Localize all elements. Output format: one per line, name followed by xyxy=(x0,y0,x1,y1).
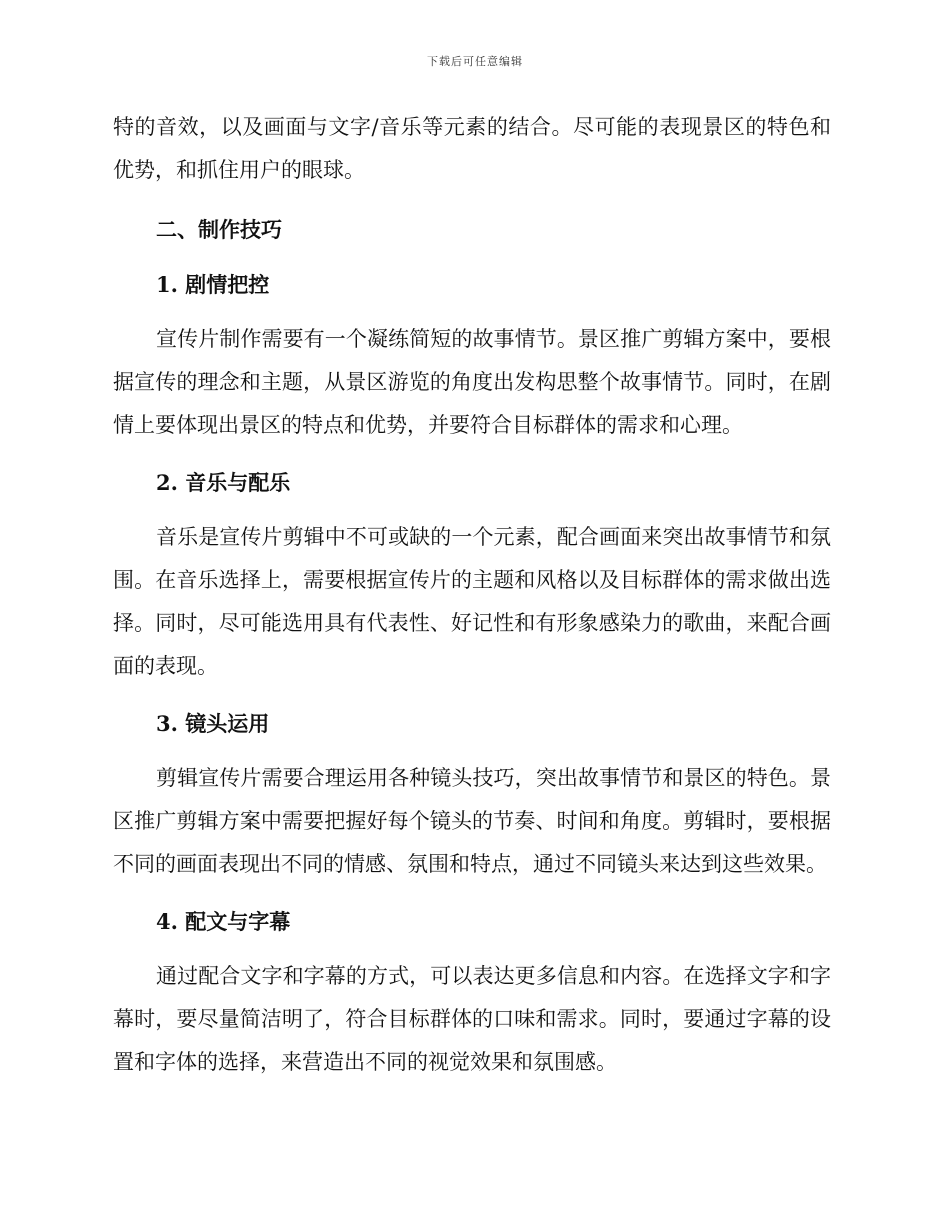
section-camera xyxy=(113,702,831,886)
section-paragraph: 剪辑宣传片需要合理运用各种镜头技巧，突出故事情节和景区的特色。景区推广剪辑方案中需要把握好每个镜头的节奏、时间和角度。剪辑时，要根据不同的画面表现出不同的情感、氛围和特点，通过不同镜头来达到这些效果。 xyxy=(113,766,831,876)
section-title: 二、制作技巧 xyxy=(156,217,282,242)
section-plot-control xyxy=(113,263,831,447)
section-paragraph: 通过配合文字和字幕的方式，可以表达更多信息和内容。在选择文字和字幕时，要尽量简洁明了，符合目标群体的口味和需求。同时，要通过字幕的设置和字体的选择，来营造出不同的视觉效果和氛围感。 xyxy=(113,964,831,1074)
page-header: 下载后可任意编辑 xyxy=(427,55,523,68)
document-body xyxy=(113,106,831,1098)
section-captions xyxy=(113,900,831,1084)
section-heading: 3. 镜头运用 xyxy=(156,711,270,736)
section-paragraph: 宣传片制作需要有一个凝练简短的故事情节。景区推广剪辑方案中，要根据宣传的理念和主题，从景区游览的角度出发构思整个故事情节。同时，在剧情上要体现出景区的特点和优势，并要符合目标群体的需求和心理。 xyxy=(113,327,831,437)
intro-paragraph: 特的音效，以及画面与文字/音乐等元素的结合。尽可能的表现景区的特色和优势，和抓住用户的眼球。 xyxy=(113,115,831,182)
section-heading: 1. 剧情把控 xyxy=(156,272,270,297)
section-heading: 4. 配文与字幕 xyxy=(156,909,291,934)
section-heading: 2. 音乐与配乐 xyxy=(156,470,291,495)
section-music xyxy=(113,461,831,688)
section-paragraph: 音乐是宣传片剪辑中不可或缺的一个元素，配合画面来突出故事情节和氛围。在音乐选择上，需要根据宣传片的主题和风格以及目标群体的需求做出选择。同时，尽可能选用具有代表性、好记性和有形象感染力的歌曲，来配合画面的表现。 xyxy=(113,525,831,678)
